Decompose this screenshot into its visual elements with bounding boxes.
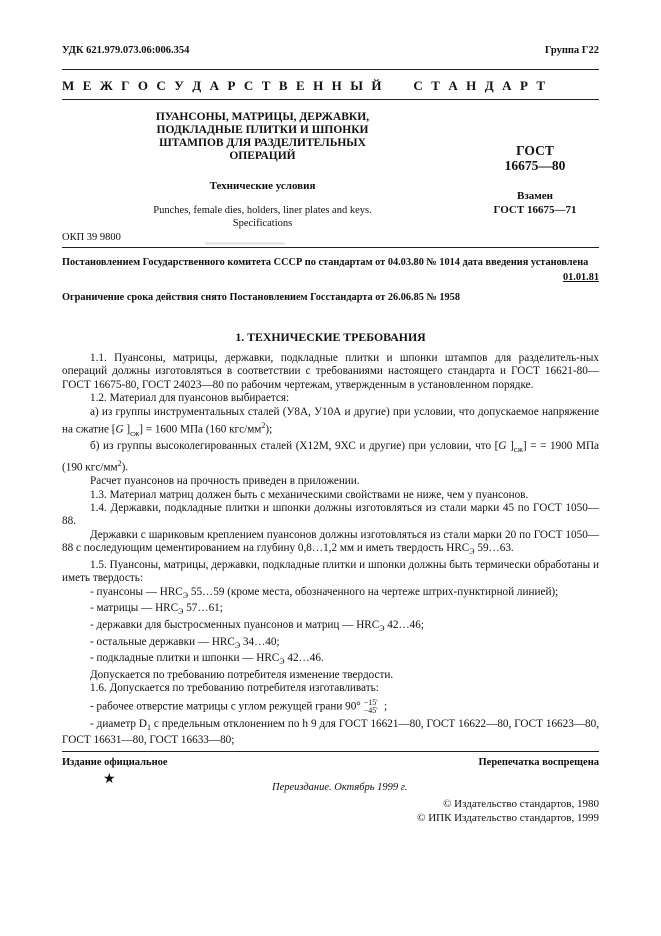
paragraph-1-2b: б) из группы высоколегированных сталей (Х12М, 9ХС и другие) при условии, что [G ]$_{сж}$] = = 1900 МПа (190 кгс/$мм^2$). (62, 440, 599, 474)
decree-date: 01.01.81 (562, 272, 599, 283)
top-rule (62, 69, 599, 70)
text-run: 42…46. (284, 652, 324, 665)
text-run: - остальные державки — HRC (90, 635, 235, 648)
hardness-other-holders (62, 636, 599, 653)
subscript: Э (234, 640, 241, 650)
text-run: ). (121, 461, 129, 474)
paragraph-1-2a: а) из группы инструментальных сталей (У8А, У10А и другие) при условии, что допускаемое напряжение на сжатие [G ]$_{сж}] = 1600$ МПа (160 кгс/$мм^2$); (62, 405, 599, 438)
paragraph-hole (62, 699, 599, 715)
title-line: ШТАМПОВ ДЛЯ РАЗДЕЛИТЕЛЬНЫХ (159, 137, 366, 149)
english-title-line: Punches, female dies, holders, liner plates and keys. (153, 205, 372, 216)
text-run: с предельным отклонением по h 9 для ГОСТ 16621—80, ГОСТ 16622—80, ГОСТ 16623—80, ГОСТ 16631—80, ГОСТ 16633—80; (62, 717, 599, 747)
title-line: ПОДКЛАДНЫЕ ПЛИТКИ И ШПОНКИ (156, 124, 369, 136)
superscript: 2 (261, 421, 266, 431)
paragraph-1-3: 1.3. Материал матриц должен быть с механическими свойствами не ниже, чем у пуансонов. (90, 488, 529, 501)
decree-text: Постановлением Государственного комитета СССР по стандартам от 04.03.80 № 1014 дата введения установлена (62, 257, 589, 268)
document-title (130, 111, 395, 163)
subscript: сж (513, 445, 523, 455)
text-run: ); (265, 423, 273, 436)
group-code: Группа Г22 (544, 45, 599, 56)
udk-code: УДК 621.979.073.06:006.354 (62, 45, 190, 56)
copyright-1: © Издательство стандартов, 1980 (443, 798, 599, 810)
sigma-symbol: G (498, 440, 507, 453)
text-run: - пуансоны — HRC (90, 585, 183, 598)
official-edition: Издание официальное (62, 757, 168, 768)
text-run: - державки для быстросменных пуансонов и матриц — HRC (90, 618, 380, 631)
text-run: - рабочее отверстие матрицы с углом режущей грани 90° (90, 700, 361, 713)
paragraph-1-4: 1.4. Державки, подкладные плитки и шпонки должны изготовляться из стали марки 45 по ГОСТ 1050—88. (62, 502, 599, 528)
copyright-2: © ИПК Издательство стандартов, 1999 (417, 812, 599, 824)
okp-code: ОКП 39 9800 (62, 232, 121, 243)
text-run: - диаметр D (90, 717, 147, 730)
text-run: - матрицы — HRC (90, 602, 179, 615)
superscript: 2 (117, 459, 122, 469)
subscript: Э (279, 657, 285, 667)
star-icon: ★ (103, 772, 116, 787)
text-run: ] = 1600 МПа (160 кгс/мм (139, 423, 262, 436)
subscript: 1 (146, 722, 151, 732)
title-rule (62, 247, 599, 248)
subscript: Э (178, 607, 184, 617)
gost-number: 16675—80 (504, 158, 566, 173)
english-title-line: Specifications (232, 218, 293, 229)
gost-designation (480, 143, 590, 173)
hardness-quick-holders (62, 619, 599, 636)
text-run: - подкладные плитки и шпонки — HRC (90, 652, 280, 665)
text-run: ] = = 1900 МПа (190 кгс/мм (62, 440, 599, 474)
text-run: б) из группы высоколегированных сталей (Х12М, 9ХС и другие) при условии, что [ (90, 440, 499, 453)
footer-rule (62, 751, 599, 752)
hardness-punches (62, 586, 599, 603)
replaces-block (480, 189, 590, 217)
paragraph-calc: Расчет пуансонов на прочность приведен в приложении. (90, 475, 360, 488)
limitation-text: Ограничение срока действия снято Постановлением Госстандарта от 26.06.85 № 1958 (62, 292, 460, 303)
paragraph-1-6: 1.6. Допускается по требованию потребителя изготавливать: (90, 682, 379, 695)
title-line: ОПЕРАЦИЙ (229, 150, 296, 162)
paragraph-ball-holders (62, 529, 599, 559)
section-heading: 1. ТЕХНИЧЕСКИЕ ТРЕБОВАНИЯ (235, 330, 426, 344)
sigma-symbol: G (115, 423, 124, 436)
banner-rule (62, 99, 599, 100)
angle-tolerance (364, 699, 378, 715)
body-text (62, 352, 599, 748)
paragraph-1-1: 1.1. Пуансоны, матрицы, державки, подкладные плитки и шпонки штампов для разделитель-ных операций должны изготовляться в соответствии с требованиями настоящего стандарта и ГОСТ 16621-80—ГОСТ 16675-80, ГОСТ 24023—80 по рабочим чертежам, утвержденным в установленном порядке. (62, 352, 599, 391)
lower-deviation: −45′ (363, 705, 379, 715)
paragraph-allowed: Допускается по требованию потребителя изменение твердости. (90, 668, 394, 681)
hardness-plates (62, 652, 599, 669)
paragraph-1-5: 1.5. Пуансоны, матрицы, державки, подкладные плитки и шпонки должны быть термически обработаны и иметь твердость: (62, 558, 599, 585)
paragraph-diameter (62, 718, 599, 748)
subscript: Э (469, 547, 475, 557)
replaces-value: ГОСТ 16675—71 (493, 204, 577, 216)
upper-deviation: −15′ (363, 697, 379, 707)
gost-label: ГОСТ (516, 143, 554, 158)
subscript: Э (379, 624, 385, 634)
text-run: 55…59 (кроме места, обозначенного на чертеже штрих-пунктирной линией); (188, 585, 559, 598)
text-run: 42…46; (384, 618, 424, 631)
text-run: а) из группы инструментальных сталей (У8А, У10А и другие) при условии, что допускаемое напряжение на сжатие [ (62, 405, 599, 436)
hardness-dies (62, 602, 599, 619)
text-run: Державки с шариковым креплением пуансонов должны изготовляться из стали марки 20 по ГОСТ 1050—88 с последующим цементированием на глубину 0,8…1,2 мм и иметь твердость HRC (62, 528, 599, 555)
text-run: 59…63. (474, 542, 514, 555)
standard-banner: М Е Ж Г О С У Д А Р С Т В Е Н Н Ы Й С Т А Н Д А Р Т (62, 78, 548, 93)
paragraph-1-2: 1.2. Материал для пуансонов выбирается: (90, 392, 290, 405)
text-run: ; (384, 700, 388, 713)
title-line: ПУАНСОНЫ, МАТРИЦЫ, ДЕРЖАВКИ, (155, 111, 370, 123)
replaces-label: Взамен (517, 190, 553, 202)
subscript: сж (130, 429, 140, 438)
text-run: 57…61; (183, 602, 223, 615)
faint-stamp-mark (205, 242, 285, 245)
text-run: 34…40; (240, 635, 280, 648)
subtitle: Технические условия (209, 180, 316, 192)
english-title (130, 204, 395, 230)
reprint-notice: Перепечатка воспрещена (478, 757, 599, 768)
reissue-note: Переиздание. Октябрь 1999 г. (272, 782, 408, 793)
subscript: Э (182, 590, 189, 600)
